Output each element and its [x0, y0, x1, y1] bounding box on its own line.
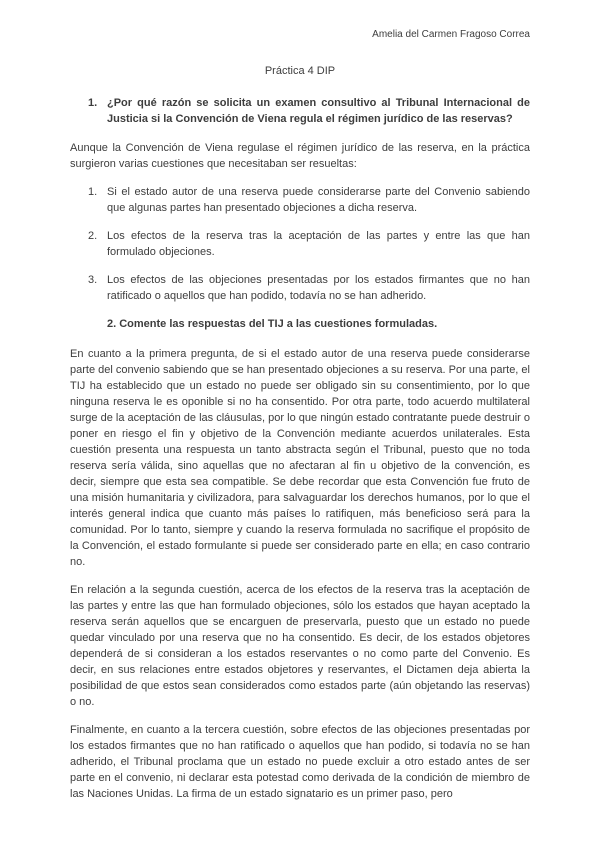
list-item-number: 1. [88, 186, 98, 198]
list-item [70, 228, 530, 260]
list-item-text: Los efectos de las objeciones presentadas por los estados firmantes que no han ratificado o aquellos que han podido, todavía no se han adherido. [107, 274, 530, 302]
list-item [70, 272, 530, 304]
list-item-number: 3. [88, 274, 98, 286]
body-paragraph-2: En relación a la segunda cuestión, acerca de los efectos de la reserva tras la aceptación de las partes y entre las que han formulado objeciones, sólo los estados que hayan aceptado la reserva serán aquellos que se encarguen de preservarla, puesto que un estado no puede quedar vinculado por una reserva que no ha consentido. Es decir, de los estados objetores dependerá de si consideran a los estados reservantes o no como parte del Convenio. Es decir, en sus relaciones entre estados objetores y reservantes, el Dictamen deja abierta la posibilidad de que estos sean considerados como estados parte (aún objetando las reservas) o no. [70, 584, 530, 708]
list-item-text: Los efectos de la reserva tras la aceptación de las partes y entre las que han formulado objeciones. [107, 230, 530, 258]
question-1-number: 1. [88, 97, 98, 109]
author-header: Amelia del Carmen Fragoso Correa [372, 29, 530, 40]
list-item-number: 2. [88, 230, 98, 242]
list-item-text: Si el estado autor de una reserva puede considerarse parte del Convenio sabiendo que algunas partes han presentado objeciones a dicha reserva. [107, 186, 530, 214]
body-paragraph-1: En cuanto a la primera pregunta, de si el estado autor de una reserva puede considerarse parte del convenio sabiendo que se han presentado objeciones a su reserva. Por una parte, el TIJ ha establecido que un estado no puede ser obligado sin su consentimiento, por lo que ninguna reserva le es oponible si no ha consentido. Por otra parte, todo acuerdo multilateral surge de la aceptación de las cláusulas, por lo que ningún estado contratante puede destruir o poner en riesgo el fin y objetivo de la Convención mediante acuerdos unilaterales. Esta cuestión presenta una respuesta un tanto abstracta según el Tribunal, puesto que no toda reserva sería válida, sino aquellas que no afectaran al fin u objetivo de la convención, es decir, siempre que esta sea compatible. Se debe recordar que esta Convención fue fruto de una misión humanitaria y civilizadora, para salvaguardar los derechos humanos, por lo que el interés general indica que cuanto más países lo ratifiquen, más beneficioso será para la comunidad. Por lo tanto, siempre y cuando la reserva formulada no sacrifique el propósito de la Convención, el estado formulante si puede ser considerado parte en ella; en caso contrario no. [70, 348, 530, 568]
question-1-heading [70, 95, 530, 127]
list-item [70, 184, 530, 216]
question-2-heading: 2. Comente las respuestas del TIJ a las cuestiones formuladas. [107, 318, 438, 330]
page-title: Práctica 4 DIP [264, 65, 336, 77]
question-1-text: ¿Por qué razón se solicita un examen consultivo al Tribunal Internacional de Justicia si la Convención de Viena regula el régimen jurídico de las reservas? [107, 97, 530, 125]
intro-paragraph: Aunque la Convención de Viena regulase el régimen jurídico de las reserva, en la práctica surgieron varias cuestiones que necesitaban ser resueltas: [70, 142, 530, 170]
body-paragraph-3: Finalmente, en cuanto a la tercera cuestión, sobre efectos de las objeciones presentadas por los estados firmantes que no han ratificado o aquellos que han podido, si todavía no se han adherido, el Tribunal proclama que un estado no puede excluir a otro estado antes de ser parte en el convenio, ni declarar esta potestad como derivada de la condición de miembro de las Naciones Unidas. La firma de un estado signatario es un primer paso, pero [70, 724, 530, 800]
